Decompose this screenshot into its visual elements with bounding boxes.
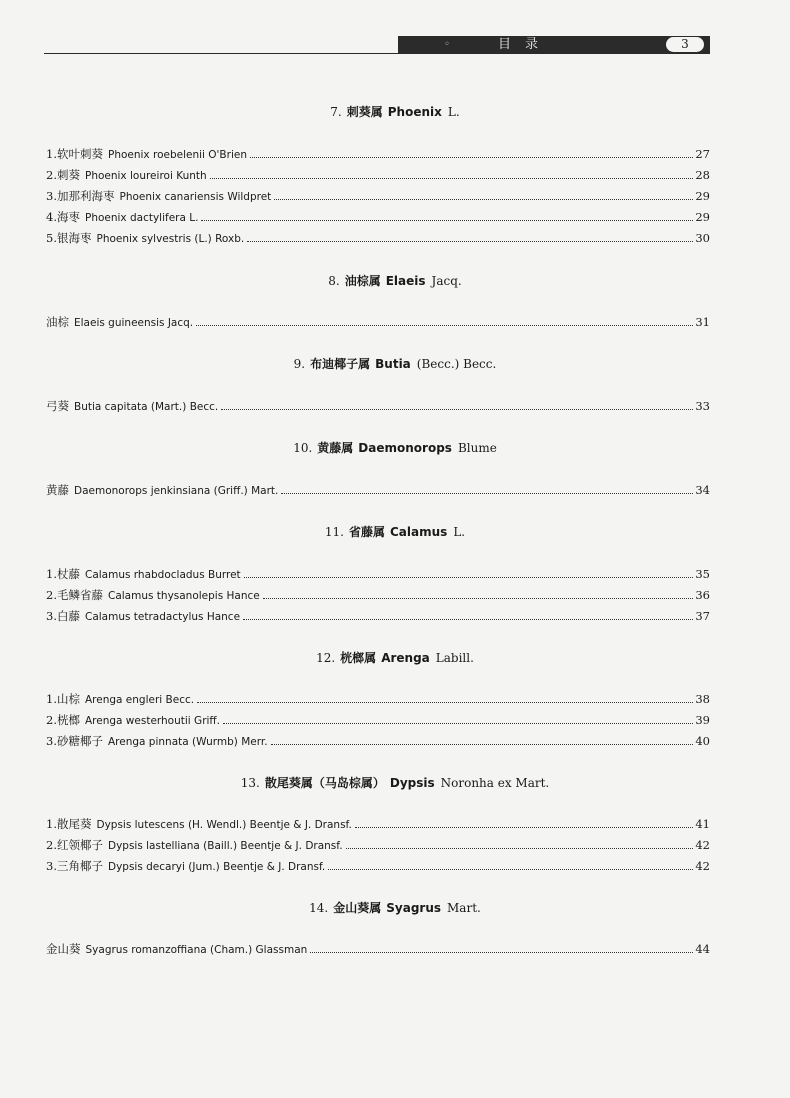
entry-label — [46, 398, 218, 415]
section-heading — [0, 775, 790, 791]
entry-chinese-name: 砂糖椰子 — [56, 734, 103, 748]
entry-page-number: 29 — [695, 189, 710, 203]
section-number: 12. — [316, 651, 336, 665]
section-latin-name: Calamus — [390, 525, 448, 539]
dot-leader — [271, 733, 694, 745]
entry-page-number: 38 — [695, 692, 710, 706]
toc-entry[interactable] — [46, 712, 710, 728]
entry-label — [46, 712, 220, 729]
dot-leader — [201, 209, 693, 221]
dot-leader — [328, 858, 693, 870]
entry-index: 2. — [46, 838, 57, 852]
toc-entry[interactable] — [46, 816, 710, 832]
entry-latin-name: Butia capitata (Mart.) Becc. — [74, 401, 219, 413]
entry-latin-name: Syagrus romanzoffiana (Cham.) Glassman — [85, 944, 308, 956]
section-number: 7. — [330, 105, 342, 119]
section-heading — [0, 440, 790, 456]
entry-label — [46, 566, 241, 583]
entry-index: 1. — [46, 817, 57, 831]
entry-latin-name: Phoenix roebelenii O'Brien — [107, 149, 247, 161]
entry-index: 3. — [46, 734, 57, 748]
section-chinese-name: 散尾葵属（马岛棕属） — [264, 776, 385, 790]
dot-leader — [281, 482, 693, 494]
entry-chinese-name: 杖藤 — [56, 567, 80, 581]
entry-label — [46, 941, 307, 958]
entry-index: 1. — [46, 692, 57, 706]
section-heading — [0, 650, 790, 666]
section-author: (Becc.) Becc. — [416, 357, 497, 371]
entry-page-number: 34 — [695, 483, 710, 497]
entry-page-number: 37 — [695, 609, 710, 623]
entry-page-number: 41 — [695, 817, 710, 831]
section-latin-name: Dypsis — [389, 776, 435, 790]
dot-leader — [310, 941, 693, 953]
dot-leader — [346, 837, 694, 849]
toc-entry[interactable] — [46, 587, 710, 603]
entry-latin-name: Calamus thysanolepis Hance — [107, 590, 260, 602]
entry-latin-name: Phoenix dactylifera L. — [84, 212, 199, 224]
toc-entry[interactable] — [46, 858, 710, 874]
toc-entry[interactable] — [46, 167, 710, 183]
entry-latin-name: Arenga engleri Becc. — [84, 694, 195, 706]
section-chinese-name: 油棕属 — [344, 274, 381, 288]
running-header — [398, 36, 710, 54]
header-bullet-icon: ◦ — [444, 39, 450, 50]
section-heading — [0, 273, 790, 289]
entry-chinese-name: 刺葵 — [56, 168, 80, 182]
dot-leader — [223, 712, 693, 724]
entry-label — [46, 816, 352, 833]
toc-entry[interactable] — [46, 188, 710, 204]
entry-page-number: 35 — [695, 567, 710, 581]
entry-chinese-name: 黄藤 — [46, 483, 69, 497]
toc-entry[interactable] — [46, 314, 710, 330]
entry-chinese-name: 加那利海枣 — [56, 189, 115, 203]
toc-entry[interactable] — [46, 209, 710, 225]
section-chinese-name: 桄榔属 — [340, 651, 377, 665]
entry-chinese-name: 桄榔 — [56, 713, 80, 727]
dot-leader — [247, 230, 693, 242]
entry-index: 3. — [46, 609, 57, 623]
section-chinese-name: 布迪椰子属 — [310, 357, 371, 371]
toc-entry[interactable] — [46, 733, 710, 749]
entry-latin-name: Arenga westerhoutii Griff. — [84, 715, 220, 727]
section-author: L. — [453, 525, 466, 539]
entry-chinese-name: 三角椰子 — [56, 859, 103, 873]
entry-label — [46, 167, 207, 184]
entry-chinese-name: 山棕 — [56, 692, 80, 706]
section-author: Jacq. — [431, 274, 462, 288]
section-number: 10. — [293, 441, 313, 455]
section-heading — [0, 104, 790, 120]
entry-index: 2. — [46, 588, 57, 602]
entry-index: 2. — [46, 713, 57, 727]
entry-chinese-name: 毛鳞省藤 — [56, 588, 103, 602]
section-number: 8. — [328, 274, 340, 288]
entry-label — [46, 691, 194, 708]
entry-page-number: 39 — [695, 713, 710, 727]
entry-index: 2. — [46, 168, 57, 182]
entry-latin-name: Elaeis guineensis Jacq. — [74, 317, 194, 329]
entry-page-number: 36 — [695, 588, 710, 602]
section-latin-name: Phoenix — [387, 105, 442, 119]
section-latin-name: Daemonorops — [358, 441, 452, 455]
entry-page-number: 31 — [695, 315, 710, 329]
section-author: Labill. — [435, 651, 474, 665]
section-number: 9. — [293, 357, 306, 371]
toc-entry[interactable] — [46, 482, 710, 498]
section-chinese-name: 刺葵属 — [346, 105, 383, 119]
entry-page-number: 40 — [695, 734, 710, 748]
dot-leader — [243, 608, 693, 620]
section-chinese-name: 金山葵属 — [333, 901, 382, 915]
dot-leader — [244, 566, 694, 578]
toc-entry[interactable] — [46, 608, 710, 624]
section-chinese-name: 黄藤属 — [317, 441, 354, 455]
section-latin-name: Syagrus — [386, 901, 442, 915]
entry-label — [46, 482, 278, 499]
entry-chinese-name: 银海枣 — [56, 231, 92, 245]
entry-page-number: 42 — [695, 859, 710, 873]
toc-entry[interactable] — [46, 566, 710, 582]
entry-label — [46, 858, 325, 875]
entry-chinese-name: 海枣 — [56, 210, 80, 224]
entry-latin-name: Daemonorops jenkinsiana (Griff.) Mart. — [74, 485, 279, 497]
entry-chinese-name: 软叶刺葵 — [56, 147, 103, 161]
entry-chinese-name: 弓葵 — [46, 399, 69, 413]
entry-page-number: 29 — [695, 210, 710, 224]
entry-latin-name: Dypsis decaryi (Jum.) Beentje & J. Dransf. — [107, 861, 326, 873]
entry-label — [46, 608, 240, 625]
section-latin-name: Elaeis — [385, 274, 426, 288]
entry-index: 1. — [46, 567, 57, 581]
entry-chinese-name: 金山葵 — [46, 942, 81, 956]
header-rule — [44, 53, 710, 54]
entry-latin-name: Arenga pinnata (Wurmb) Merr. — [107, 736, 268, 748]
entry-index: 5. — [46, 231, 57, 245]
page-number: 3 — [666, 37, 704, 52]
entry-chinese-name: 油棕 — [46, 315, 69, 329]
entry-index: 3. — [46, 189, 57, 203]
section-author: L. — [447, 105, 460, 119]
entry-label — [46, 314, 193, 331]
toc-entry[interactable] — [46, 941, 710, 957]
section-number: 13. — [240, 776, 260, 790]
toc-entry[interactable] — [46, 398, 710, 414]
section-number: 14. — [309, 901, 329, 915]
entry-page-number: 28 — [695, 168, 710, 182]
header-title: 目录 — [498, 37, 553, 52]
entry-label — [46, 146, 247, 163]
entry-label — [46, 837, 343, 854]
entry-chinese-name: 白藤 — [56, 609, 80, 623]
section-heading — [0, 356, 790, 372]
entry-label — [46, 209, 198, 226]
entry-index: 1. — [46, 147, 57, 161]
entry-latin-name: Dypsis lutescens (H. Wendl.) Beentje & J. Dransf. — [96, 819, 352, 831]
dot-leader — [250, 146, 693, 158]
entry-chinese-name: 散尾葵 — [56, 817, 92, 831]
dot-leader — [196, 314, 693, 326]
section-heading — [0, 900, 790, 916]
entry-chinese-name: 红领椰子 — [56, 838, 103, 852]
entry-latin-name: Phoenix canariensis Wildpret — [119, 191, 272, 203]
entry-page-number: 33 — [695, 399, 710, 413]
dot-leader — [221, 398, 693, 410]
entry-index: 3. — [46, 859, 57, 873]
section-author: Noronha ex Mart. — [440, 776, 550, 790]
entry-page-number: 42 — [695, 838, 710, 852]
section-author: Blume — [457, 441, 497, 455]
entry-latin-name: Phoenix sylvestris (L.) Roxb. — [96, 233, 245, 245]
dot-leader — [263, 587, 694, 599]
entry-page-number: 30 — [695, 231, 710, 245]
entry-latin-name: Phoenix loureiroi Kunth — [84, 170, 207, 182]
entry-label — [46, 188, 271, 205]
section-author: Mart. — [447, 901, 481, 915]
section-latin-name: Arenga — [381, 651, 430, 665]
entry-latin-name: Dypsis lastelliana (Baill.) Beentje & J. Dransf. — [107, 840, 343, 852]
entry-index: 4. — [46, 210, 57, 224]
section-chinese-name: 省藤属 — [348, 525, 385, 539]
section-latin-name: Butia — [375, 357, 411, 371]
dot-leader — [210, 167, 694, 179]
section-number: 11. — [324, 525, 344, 539]
toc-entry[interactable] — [46, 837, 710, 853]
entry-label — [46, 230, 244, 247]
dot-leader — [355, 816, 694, 828]
entry-label — [46, 733, 268, 750]
entry-latin-name: Calamus tetradactylus Hance — [84, 611, 241, 623]
entry-latin-name: Calamus rhabdocladus Burret — [84, 569, 241, 581]
dot-leader — [197, 691, 693, 703]
toc-entry[interactable] — [46, 146, 710, 162]
section-heading — [0, 524, 790, 540]
toc-entry[interactable] — [46, 691, 710, 707]
toc-entry[interactable] — [46, 230, 710, 246]
entry-page-number: 44 — [695, 942, 710, 956]
entry-label — [46, 587, 260, 604]
entry-page-number: 27 — [695, 147, 710, 161]
dot-leader — [274, 188, 693, 200]
